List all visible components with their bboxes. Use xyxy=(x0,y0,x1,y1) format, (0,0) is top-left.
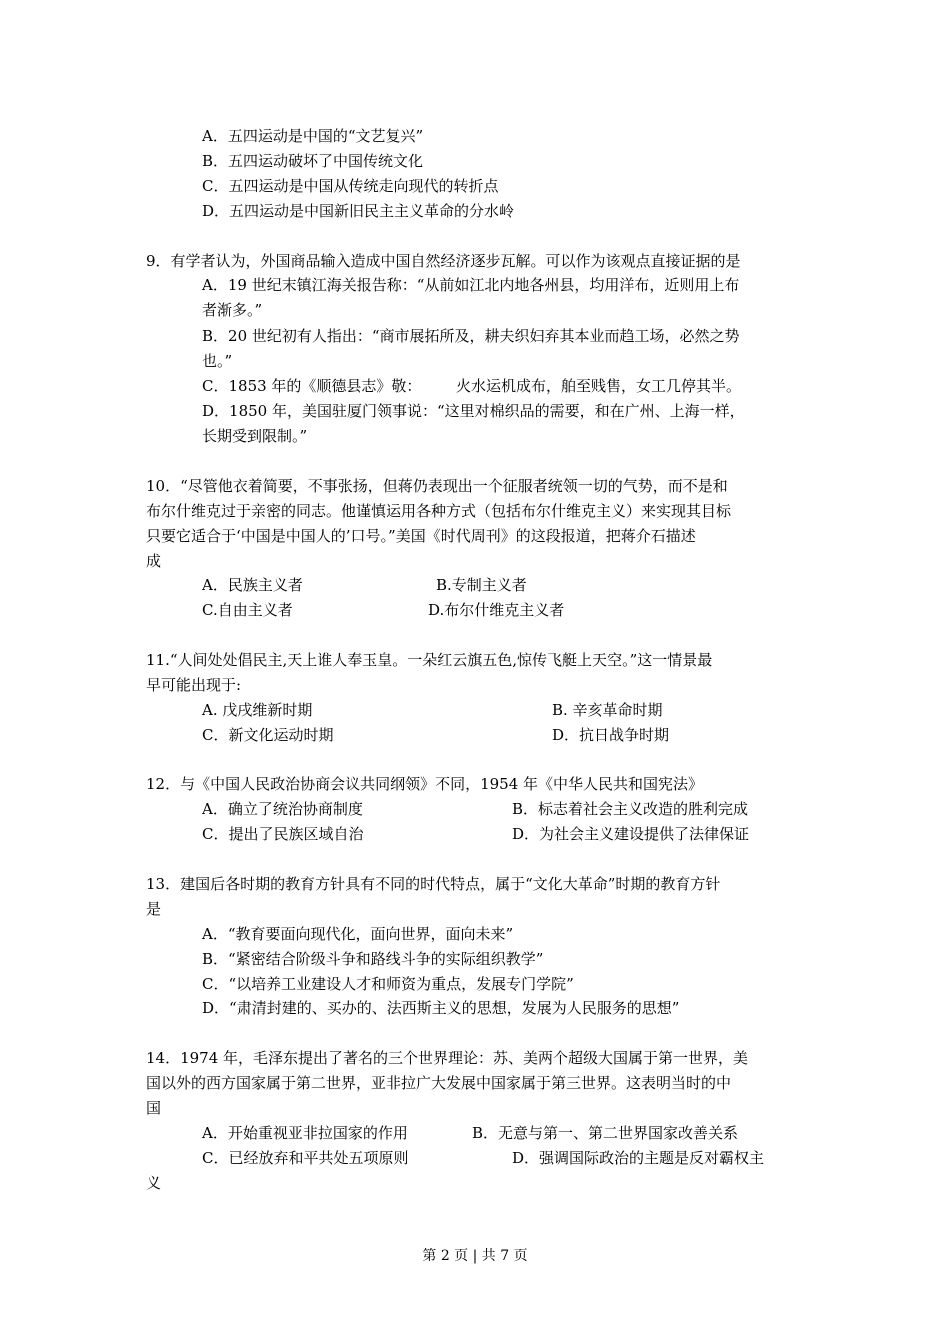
q8-option-c: C．五四运动是中国从传统走向现代的转折点 xyxy=(202,177,499,195)
q10-option-a: A．民族主义者 xyxy=(202,576,303,594)
q9-option-d-line1: D．1850 年，美国驻厦门领事说：“这里对棉织品的需要，和在广州、上海一样， xyxy=(202,402,745,420)
q11-option-a: A. 戊戌维新时期 xyxy=(202,701,313,719)
q11-stem-line2: 早可能出现于: xyxy=(146,676,242,694)
q14-stem-line3: 国 xyxy=(146,1099,162,1117)
q9-option-a-line1: A．19 世纪末镇江海关报告称：“从前如江北内地各州县，均用洋布，近则用上布 xyxy=(202,276,740,294)
q13-stem-line2: 是 xyxy=(146,900,162,918)
q9-option-b-line2: 也。” xyxy=(202,352,233,370)
q10-stem-line3: 只要它适合于‘中国是中国人的’口号。”美国《时代周刊》的这段报道，把蒋介石描述 xyxy=(146,527,696,545)
q8-option-d: D．五四运动是中国新旧民主主义革命的分水岭 xyxy=(202,202,515,220)
q13-option-c: C．“以培养工业建设人才和师资为重点，发展专门学院” xyxy=(202,975,574,993)
q10-option-c: C.自由主义者 xyxy=(202,601,293,619)
q9-option-c-label: C．1853 年的《顺德县志》敬： xyxy=(202,377,422,395)
q8-option-b: B．五四运动破坏了中国传统文化 xyxy=(202,152,424,170)
q11-stem-line1: 11.“人间处处倡民主,天上谁人奉玉皇。一朵红云旗五色,惊传飞艇上天空。”这一情景最 xyxy=(146,651,713,669)
page-footer: 第 2 页 | 共 7 页 xyxy=(422,1248,528,1264)
q13-stem-line1: 13．建国后各时期的教育方针具有不同的时代特点，属于“文化大革命”时期的教育方针 xyxy=(146,875,721,893)
q12-option-a: A．确立了统治协商制度 xyxy=(202,800,363,818)
q14-option-d-line2: 义 xyxy=(146,1174,162,1192)
q13-option-b: B．“紧密结合阶级斗争和路线斗争的实际组织教学” xyxy=(202,950,544,968)
q10-option-d: D.布尔什维克主义者 xyxy=(428,601,565,619)
q10-stem-line4: 成 xyxy=(146,552,162,570)
q11-option-d: D．抗日战争时期 xyxy=(552,726,670,744)
q14-option-a: A．开始重视亚非拉国家的作用 xyxy=(202,1124,408,1142)
q10-option-b: B.专制主义者 xyxy=(436,576,527,594)
q9-stem: 9．有学者认为，外国商品输入造成中国自然经济逐步瓦解。可以作为该观点直接证据的是 xyxy=(146,252,741,270)
q10-stem-line2: 布尔什维克过于亲密的同志。他谨慎运用各种方式（包括布尔什维克主义）来实现其目标 xyxy=(146,502,732,520)
q13-option-d: D．“肃清封建的、买办的、法西斯主义的思想，发展为人民服务的思想” xyxy=(202,999,680,1017)
q10-stem-line1: 10．“尽管他衣着简要，不事张扬，但蒋仍表现出一个征服者统领一切的气势，而不是和 xyxy=(146,477,728,495)
q9-option-c-quote: 火水运机成布，舶至贱售，女工几停其半。 xyxy=(456,377,742,395)
q12-option-c: C．提出了民族区域自治 xyxy=(202,825,364,843)
q11-option-c: C．新文化运动时期 xyxy=(202,726,334,744)
q12-option-d: D．为社会主义建设提供了法律保证 xyxy=(512,825,750,843)
q14-option-b: B．无意与第一、第二世界国家改善关系 xyxy=(472,1124,739,1142)
q13-option-a: A．“教育要面向现代化，面向世界，面向未来” xyxy=(202,925,514,943)
q12-stem: 12．与《中国人民政治协商会议共同纲领》不同，1954 年《中华人民共和国宪法》 xyxy=(146,775,704,793)
q14-stem-line1: 14．1974 年，毛泽东提出了著名的三个世界理论：苏、美两个超级大国属于第一世界，美 xyxy=(146,1049,749,1067)
q8-option-a: A．五四运动是中国的“文艺复兴” xyxy=(202,127,424,145)
q9-option-a-line2: 者渐多。” xyxy=(202,301,263,319)
q14-stem-line2: 国以外的西方国家属于第二世界，亚非拉广大发展中国家属于第三世界。这表明当时的中 xyxy=(146,1074,732,1092)
q14-option-d-line1: D．强调国际政治的主题是反对霸权主 xyxy=(512,1149,765,1167)
q14-option-c: C．已经放弃和平共处五项原则 xyxy=(202,1149,409,1167)
q12-option-b: B．标志着社会主义改造的胜利完成 xyxy=(512,800,749,818)
q9-option-d-line2: 长期受到限制。” xyxy=(202,427,308,445)
q11-option-b: B. 辛亥革命时期 xyxy=(552,701,663,719)
q9-option-b-line1: B．20 世纪初有人指出：“商市展拓所及，耕夫织妇弃其本业而趋工场，必然之势 xyxy=(202,327,740,345)
